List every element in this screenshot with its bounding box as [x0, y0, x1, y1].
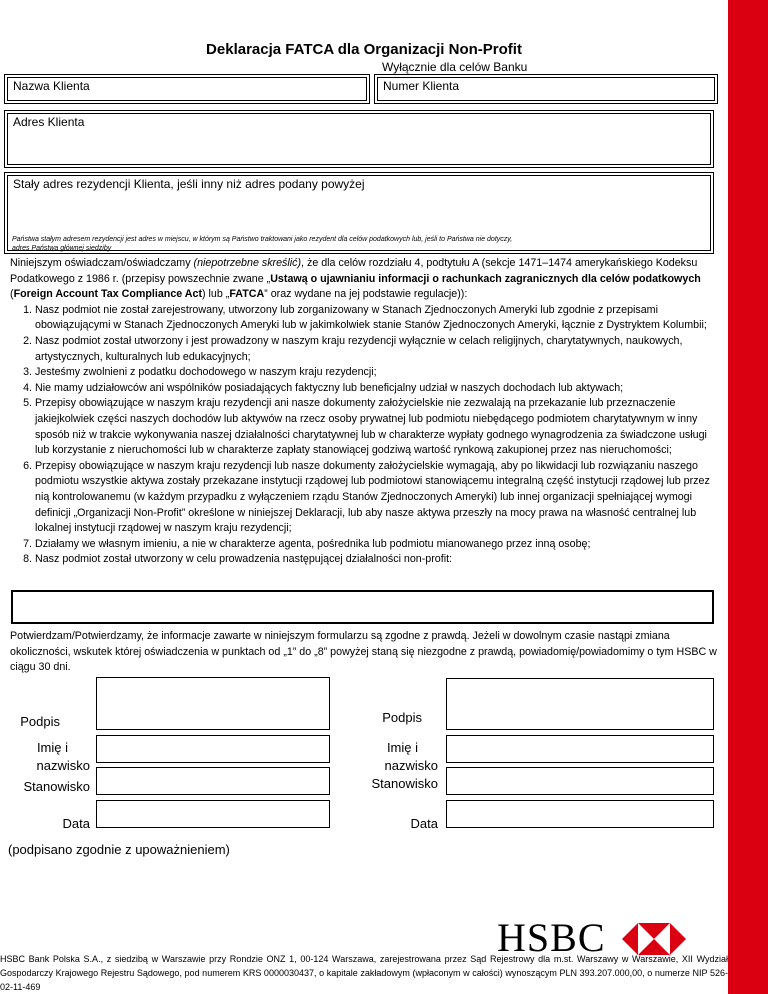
- declaration-list: [10, 303, 722, 568]
- declaration-item-7: 7. Działamy we własnym imieniu, a nie w charakterze agenta, pośrednika lub podmiotu mianowanego przez inną osobę;: [35, 537, 722, 553]
- name-label-right-2: nazwisko: [384, 758, 438, 773]
- declaration-intro: Niniejszym oświadczam/oświadczamy (niepotrzebne skreślić), że dla celów rozdziału 4, podtytułu A (sekcje 1471–1474 amerykańskiego Kodeksu Podatkowego z 1986 r. (przepisy powszechnie zwane „Ustawą o ujawnianiu informacji o rachunkach zagranicznych dla celów podatkowych (Foreign Account Tax Compliance Act) lub „FATCA” oraz wydane na jej podstawie regulacje)):: [10, 257, 701, 301]
- name-label-left-1: Imię i: [36, 740, 68, 755]
- non-profit-activity-field[interactable]: [11, 590, 714, 624]
- client-number-label: Numer Klienta: [383, 79, 460, 93]
- declaration-item-3: 3. Jesteśmy zwolnieni z podatku dochodowego w naszym kraju rezydencji;: [35, 365, 722, 381]
- position-label-right: Stanowisko: [371, 776, 438, 791]
- client-name-field[interactable]: [4, 74, 370, 104]
- name-label-left-2: nazwisko: [36, 758, 90, 773]
- name-field-right[interactable]: [446, 735, 714, 763]
- brand-side-bar: [728, 0, 768, 994]
- client-address-field-frame: [7, 113, 711, 165]
- client-address-label: Adres Klienta: [13, 115, 85, 129]
- hsbc-logo-text: HSBC: [497, 915, 606, 960]
- declaration-item-8: 8. Nasz podmiot został utworzony w celu prowadzenia następującej działalności non-profit:: [35, 552, 722, 568]
- declaration-item-4: 4. Nie mamy udziałowców ani wspólników posiadających faktyczny lub beneficjalny udział w naszych dochodach lub aktywach;: [35, 381, 722, 397]
- residence-address-label: Stały adres rezydencji Klienta, jeśli inny niż adres podany powyżej: [13, 177, 365, 191]
- declaration-text: [10, 256, 722, 568]
- signature-label-left: Podpis: [20, 714, 60, 729]
- client-name-label: Nazwa Klienta: [13, 79, 90, 93]
- name-field-left[interactable]: [96, 735, 330, 763]
- client-address-field[interactable]: [4, 110, 714, 168]
- position-label-left: Stanowisko: [23, 779, 90, 794]
- authorised-note: (podpisano zgodnie z upoważnieniem): [8, 842, 230, 857]
- declaration-item-5: 5. Przepisy obowiązujące w naszym kraju rezydencji ani nasze dokumenty założycielskie nie zezwalają na przekazanie lub przeznaczenie jakiejkolwiek części naszych dochodów lub aktywów na rzecz osoby prywatnej lub podmiotu niebędącego podmiotem charytatywnym w inny sposób niż w trakcie wykonywania naszej działalności charytatywnej lub w charakterze wypłaty godnego wynagrodzenia za świadczone usługi lub korzystanie z nieruchomości lub w charakterze zapłaty stanowiącej godziwą wartość rynkową zakupionej przez nas nieruchomości;: [35, 396, 722, 458]
- residence-note-line-2: adres Państwa głównej siedziby: [12, 245, 112, 252]
- date-label-left: Data: [62, 816, 90, 831]
- client-number-field[interactable]: [374, 74, 718, 104]
- date-field-right[interactable]: [446, 800, 714, 828]
- signature-field-left[interactable]: [96, 677, 330, 730]
- confirmation-text: Potwierdzam/Potwierdzamy, że informacje zawarte w niniejszym formularzu są zgodne z prawdą. Jeżeli w dowolnym czasie nastąpi zmiana okoliczności, wskutek której oświadczenia w punktach od „1” do „8” powyżej staną się niezgodne z prawdą, powiadomię/powiadomimy o tym HSBC w ciągu 30 dni.: [10, 630, 717, 674]
- date-field-left[interactable]: [96, 800, 330, 828]
- footer-legal-text: HSBC Bank Polska S.A., z siedzibą w Warszawie przy Rondzie ONZ 1, 00-124 Warszawa, zarejestrowana przez Sąd Rejestrowy dla m.st. Warszawy w Warszawie, XII Wydział Gospodarczy Krajowego Rejestru Sądowego, pod numerem KRS 0000030437, o kapitale zakładowym (wpłaconym w całości) wynoszącym PLN 393.207.000,00, o numerze NIP 526-02-11-469: [0, 954, 728, 992]
- hsbc-hexagon-icon: [622, 923, 686, 955]
- name-label-right-1: Imię i: [386, 740, 418, 755]
- date-label-right: Data: [410, 816, 438, 831]
- position-field-right[interactable]: [446, 767, 714, 795]
- residence-note-line-1: Państwa stałym adresem rezydencji jest adres w miejscu, w którym są Państwo traktowani jako rezydent dla celów podatkowych lub, jeśli to Państwa nie dotyczy,: [12, 236, 513, 243]
- signature-field-right[interactable]: [446, 678, 714, 730]
- declaration-item-6: 6. Przepisy obowiązujące w naszym kraju rezydencji lub nasze dokumenty założycielskie wymagają, aby po likwidacji lub rozwiązaniu naszego podmiotu wszystkie aktywa zostały przekazane instytucji rządowej lub podmiotowi stanowiącemu integralną część instytucji rządowej lub przez nią kontrolowanemu (w każdym przypadku z wyłączeniem rządu Stanów Zjednoczonych Ameryki) lub innej organizacji spełniającej wymogi definicji „Organizacji Non-Profit” określone w niniejszej Deklaracji, lub aby nasze aktywa przeszły na mocy prawa na własność centralnej lub lokalnej instytucji rządowej w naszym kraju rezydencji;: [35, 459, 722, 537]
- residence-address-field[interactable]: [4, 172, 714, 254]
- bank-only-label: Wyłącznie dla celów Banku: [382, 60, 528, 74]
- position-field-left[interactable]: [96, 767, 330, 795]
- signature-label-right: Podpis: [382, 710, 422, 725]
- declaration-item-1: 1. Nasz podmiot nie został zarejestrowany, utworzony lub zorganizowany w Stanach Zjednoczonych Ameryki lub zgodnie z przepisami obowiązującymi w Stanach Zjednoczonych Ameryki lub w jakimkolwiek stanie Stanów Zjednoczonych Ameryki, łącznie z Dystryktem Kolumbii;: [35, 303, 722, 334]
- page-title: Deklaracja FATCA dla Organizacji Non-Profit: [206, 41, 522, 58]
- declaration-item-2: 2. Nasz podmiot został utworzony i jest prowadzony w naszym kraju rezydencji wyłącznie w celach religijnych, charytatywnych, naukowych, artystycznych, kulturalnych lub edukacyjnych;: [35, 334, 722, 365]
